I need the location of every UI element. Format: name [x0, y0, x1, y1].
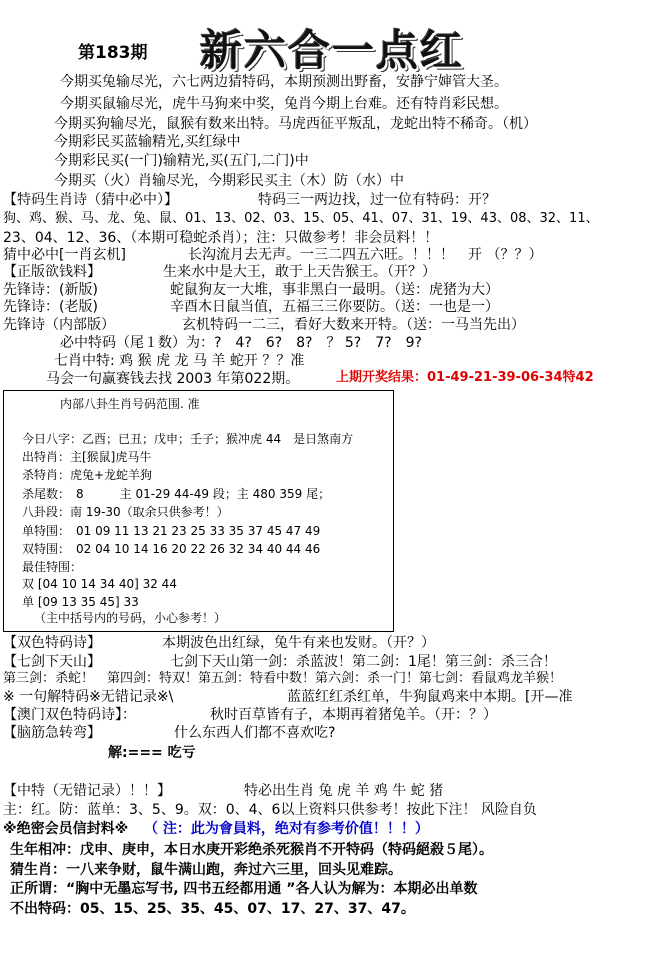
box-row: 单 [09 13 35 45] 33 — [22, 595, 139, 609]
intro-line: 今期彩民买蓝输精光,买红绿中 — [54, 134, 241, 150]
section-text: 蓝蓝红红杀红单，牛狗鼠鸡来中本期。[开—准 — [287, 689, 573, 705]
section-text: 什么东西人们都不喜欢吃? — [174, 725, 336, 741]
box-title: 内部八卦生肖号码范围. 准 — [60, 397, 200, 411]
section-heading: 【澳门双色特码诗】： — [3, 707, 136, 723]
section-text: 长沟流月去无声。一三二四五六旺。！！！ 开 （？？） — [188, 247, 543, 263]
page-title: 新六合一点红 — [200, 26, 465, 75]
section-heading: 【双色特码诗】 — [3, 635, 101, 651]
box-row: 杀特肖：虎兔+龙蛇羊狗 — [22, 468, 153, 482]
section-heading: ※ 一句解特码※无错记录※\ — [3, 689, 174, 705]
section-text: 主：红。防：蓝单：3、5、9。双：0、4、6以上资料只供参考！按此下注！ 风险自负 — [3, 802, 537, 818]
section-heading: 【脑筋急转弯】 — [3, 725, 101, 741]
footer-line: 猜生肖：一八来争财，鼠牛满山跑，奔过六三里，回头见难踪。 — [10, 862, 402, 878]
secret-member-label: ※绝密会员信封料※ — [3, 821, 129, 837]
section-text: 猜中必中[一肖玄机] — [3, 247, 126, 263]
footer-line: 生年相冲：戊申、庚申，本日水庚开彩绝杀死猴肖不开特码（特码絕殺５尾）。 — [10, 842, 493, 858]
box-row: 杀尾数： 8 主 01-29 44-49 段；主 480 359 尾； — [22, 487, 331, 501]
section-heading: 【特码生肖诗（猜中必中）】 — [3, 192, 178, 208]
poem-text: 蛇鼠狗友一大堆，事非黑白一最明。（送：虎猪为大） — [170, 282, 499, 298]
tail-code-line: 必中特码（尾１数）为：? 4? 6? 8? ？ 5? 7? 9? — [60, 335, 422, 351]
section-text: 秋时百草皆有子，本期再着猪兔羊。（开：？） — [210, 707, 497, 723]
section-text: 生来水中是大王，敢于上天告猴王。（开？） — [163, 264, 436, 280]
footer-line: 正所谓：“胸中无墨忘写书, 四书五经都用通 ”各人认为解为：本期必出单数 — [10, 881, 478, 897]
section-heading: 【正版欲钱料】 — [3, 264, 101, 280]
poem-label: 先锋诗：(新版) — [3, 282, 98, 298]
poem-text: 玄机特码一二三，看好大数来开特。（送：一马当先出） — [182, 317, 525, 333]
section-text: 本期波色出红绿，兔牛有来也发财。（开？） — [162, 635, 435, 651]
horse-club-line: 马会一句赢赛钱去找 2003 年第022期。 — [46, 371, 300, 387]
seven-zodiac-line: 七肖中特: 鸡 猴 虎 龙 马 羊 蛇开 ？？准 — [54, 353, 305, 369]
box-row: 单特围： 01 09 11 13 21 23 25 33 35 37 45 47 49 — [22, 524, 321, 538]
box-row: 最佳特围： — [22, 560, 83, 574]
section-text: 特码三一两边找，过一位有特码：开？ — [258, 192, 496, 208]
intro-line: 今期买（火）肖输尽光，今期彩民买主（木）防（水）中 — [54, 173, 404, 189]
box-row: 双 [04 10 14 34 40] 32 44 — [22, 577, 177, 591]
numbers-line: 23、04、12、36、（本期可稳蛇杀肖）；注：只做参考！非会员料！！ — [3, 230, 439, 246]
intro-line: 今期买鼠输尽光，虎牛马狗来中奖，兔肖今期上台难。还有特肖彩民想。 — [60, 96, 508, 112]
box-row: 八卦段：南 19-30（取余只供参考！） — [22, 505, 229, 519]
box-row: 今日八字：乙酉；已丑；戊申；壬子；猴冲虎 44 是日煞南方 — [22, 432, 354, 446]
last-draw-result: 上期开奖结果：01-49-21-39-06-34特42 — [336, 370, 594, 385]
poem-label: 先锋诗（内部版） — [3, 317, 115, 333]
section-heading: 【中特（无错记录）！！】 — [3, 783, 171, 799]
box-note: （主中括号内的号码，小心参考！） — [34, 611, 227, 625]
section-text: 第三剑：杀蛇！ 第四剑：特双！第五剑：特看中数！第六剑：杀一门！第七剑：看鼠鸡龙羊猴！ — [3, 671, 563, 686]
footer-line: 不出特码：05、15、25、35、45、07、17、27、37、47。 — [10, 901, 415, 917]
intro-line: 今期买狗输尽光，鼠猴有数来出特。马虎西征平叛乱，龙蛇出特不稀奇。（机） — [54, 116, 537, 132]
box-row: 双特围： 02 04 10 14 16 20 22 26 32 34 40 44 46 — [22, 542, 321, 556]
poem-text: 辛酉木日鼠当值，五福三三你要防。（送：一也是一） — [170, 299, 499, 315]
issue-number: 第183期 — [78, 43, 148, 63]
section-heading: 【七剑下天山】 — [3, 654, 101, 670]
section-text: 七剑下天山第一剑：杀蓝波！第二剑：1尾！第三剑：杀三合！ — [170, 654, 557, 670]
section-text: 特必出生肖 兔 虎 羊 鸡 牛 蛇 猪 — [244, 783, 444, 799]
secret-member-note: （ 注：此为會員料，绝对有参考价值！！！） — [144, 821, 429, 837]
numbers-line: 狗、鸡、猴、马、龙、兔、鼠、01、13、02、03、15、05、41、07、31、19、43、08、32、11、 — [3, 211, 599, 226]
box-row: 出特肖：主[猴鼠]虎马牛 — [22, 450, 152, 464]
riddle-answer: 解:=== 吃亏 — [108, 745, 196, 761]
intro-line: 今期彩民买(一门)输精光,买(五门,二门)中 — [54, 153, 309, 169]
poem-label: 先锋诗：(老版) — [3, 299, 98, 315]
intro-line: 今期买兔输尽光，六七两边猜特码，本期预测出野畜，安静宁婶管大圣。 — [60, 74, 508, 90]
